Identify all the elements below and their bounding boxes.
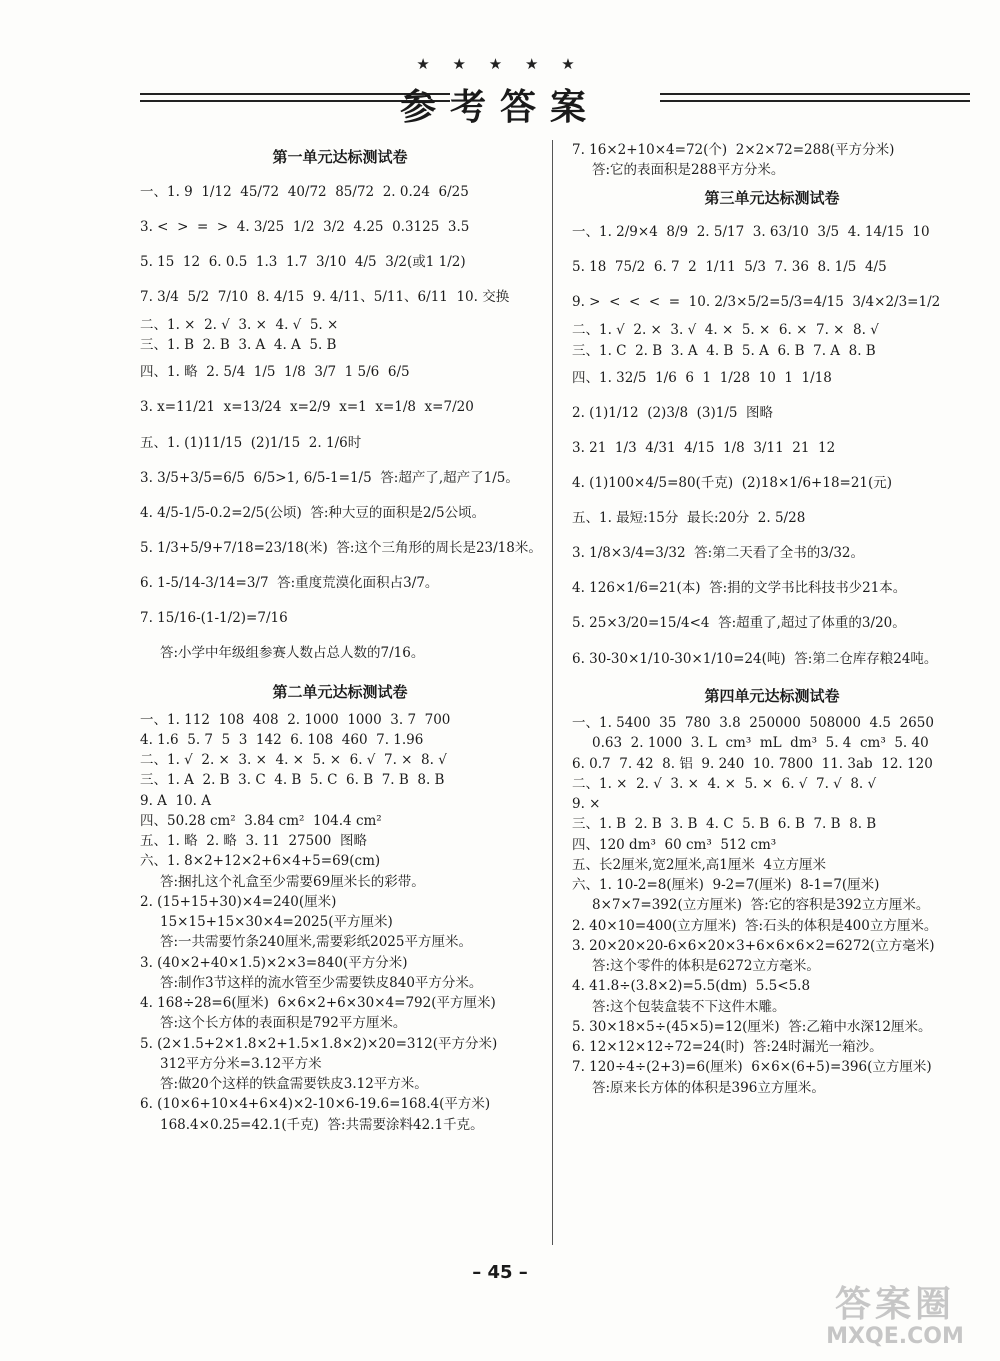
- answer-line: 7. 15/16-(1-1/2)=7/16: [140, 610, 288, 627]
- answer-line: 6. (10×6+10×4+6×4)×2-10×6-19.6=168.4(平方米): [140, 1096, 491, 1113]
- answer-line: 答:原来长方体的体积是396立方厘米。: [592, 1079, 825, 1096]
- answer-line: 5. 25×3/20=15/4<4 答:超重了,超过了体重的3/20。: [572, 615, 906, 632]
- answer-line: 一、1. 2/9×4 8/9 2. 5/17 3. 63/10 3/5 4. 14/15 10: [572, 224, 930, 240]
- answer-line: 7. 3/4 5/2 7/10 8. 4/15 9. 4/11、5/11、6/11 10. 交换: [140, 288, 510, 305]
- answer-line: 三、1. C 2. B 3. A 4. B 5. A 6. B 7. A 8. B: [572, 342, 876, 359]
- answer-line: 8×7×7=392(立方厘米) 答:它的容积是392立方厘米。: [592, 897, 930, 914]
- answer-line: 答:一共需要竹条240厘米,需要彩纸2025平方厘米。: [160, 934, 472, 951]
- section-title-unit-4: 第四单元达标测试卷: [704, 686, 840, 705]
- answer-line: 六、1. 10-2=8(厘米) 9-2=7(厘米) 8-1=7(厘米): [572, 877, 880, 894]
- answer-line: 二、1. × 2. √ 3. × 4. √ 5. ×: [140, 316, 339, 333]
- answer-line: 3. (40×2+40×1.5)×2×3=840(平方分米): [140, 954, 408, 971]
- answer-line: 二、1. × 2. √ 3. × 4. × 5. × 6. √ 7. √ 8. √: [572, 775, 877, 792]
- answer-line: 四、50.28 cm² 3.84 cm² 104.4 cm²: [140, 812, 382, 829]
- watermark-url: MXQE.COM: [826, 1324, 964, 1349]
- answer-line: 2. 40×10=400(立方厘米) 答:石头的体积是400立方厘米。: [572, 917, 938, 934]
- answer-line: 答:这个零件的体积是6272立方毫米。: [592, 958, 820, 975]
- answer-line: 答:制作3节这样的流水管至少需要铁皮840平方分米。: [160, 974, 483, 991]
- unit-3-answers: [572, 215, 972, 677]
- answer-line: 6. 1-5/14-3/14=3/7 答:重度荒漠化面积占3/7。: [140, 574, 439, 591]
- answer-line: 3. 20×20×20-6×6×20×3+6×6×6×2=6272(立方毫米): [572, 937, 935, 954]
- answer-line: 二、1. √ 2. × 3. √ 4. × 5. × 6. × 7. × 8. √: [572, 322, 879, 339]
- unit-2-continued: [572, 140, 972, 181]
- answer-line: 三、1. A 2. B 3. C 4. B 5. C 6. B 7. B 8. B: [140, 772, 445, 789]
- answer-line: 4. 168÷28=6(厘米) 6×6×2+6×30×4=792(平方厘米): [140, 995, 496, 1012]
- answer-line: 四、1. 略 2. 5/4 1/5 1/8 3/7 1 5/6 6/5: [140, 364, 410, 381]
- answer-line: 5. 30×18×5÷(45×5)=12(厘米) 答:乙箱中水深12厘米。: [572, 1018, 932, 1035]
- answer-line: 4. 41.8÷(3.8×2)=5.5(dm) 5.5<5.8: [572, 978, 811, 995]
- answer-line: 答:做20个这样的铁盒需要铁皮3.12平方米。: [160, 1076, 428, 1093]
- unit-1-answers: [140, 175, 540, 672]
- answer-line: 312平方分米=3.12平方米: [160, 1055, 322, 1072]
- answer-line: 五、1. 略 2. 略 3. 11 27500 图略: [140, 833, 367, 850]
- column-divider: [552, 140, 553, 1245]
- answer-line: 四、120 dm³ 60 cm³ 512 cm³: [572, 836, 777, 853]
- unit-4-answers: [572, 713, 972, 1098]
- page-title: 参考答案: [399, 87, 600, 128]
- page-number: – 45 –: [472, 1262, 528, 1283]
- answer-line: 6. 0.7 7. 42 8. 铝 9. 240 10. 7800 11. 3ab 12. 120: [572, 755, 933, 772]
- answer-line: 五、1. 最短:15分 最长:20分 2. 5/28: [572, 510, 806, 527]
- unit-2-answers: [140, 710, 540, 1135]
- answer-line: 五、长2厘米,宽2厘米,高1厘米 4立方厘米: [572, 856, 827, 873]
- answer-line: 15×15+15×30×4=2025(平方厘米): [160, 914, 393, 931]
- answer-line: 答:它的表面积是288平方分米。: [592, 162, 785, 179]
- answer-line: 6. 30-30×1/10-30×1/10=24(吨) 答:第二仓库存粮24吨。: [572, 650, 938, 667]
- answer-line: 0.63 2. 1000 3. L cm³ mL dm³ 5. 4 cm³ 5. 40: [592, 735, 929, 752]
- page-header: [0, 55, 1000, 128]
- answer-line: 7. 120÷4÷(2+3)=6(厘米) 6×6×(6+5)=396(立方厘米): [572, 1059, 932, 1076]
- answer-line: 3. x=11/21 x=13/24 x=2/9 x=1 x=1/8 x=7/20: [140, 399, 474, 416]
- answer-line: 3. 3/5+3/5=6/5 6/5>1, 6/5-1=1/5 答:超产了,超产了1/5。: [140, 469, 519, 486]
- answer-line: 3. 1/8×3/4=3/32 答:第二天看了全书的3/32。: [572, 545, 865, 562]
- answer-line: 3. < > = > 4. 3/25 1/2 3/2 4.25 0.3125 3.5: [140, 218, 470, 235]
- answer-line: 答:捆扎这个礼盒至少需要69厘米长的彩带。: [160, 873, 425, 890]
- answer-line: 三、1. B 2. B 3. B 4. C 5. B 6. B 7. B 8. B: [572, 816, 877, 833]
- decorative-stars: ★ ★ ★ ★ ★: [416, 55, 584, 73]
- answer-line: 六、1. 8×2+12×2+6×4+5=69(cm): [140, 853, 381, 870]
- answer-line: 5. (2×1.5+2×1.8×2+1.5×1.8×2)×20=312(平方分米): [140, 1035, 498, 1052]
- answer-line: 9. ×: [572, 796, 601, 813]
- answer-line: 四、1. 32/5 1/6 6 1 1/28 10 1 1/18: [572, 369, 832, 386]
- answer-line: 5. 15 12 6. 0.5 1.3 1.7 3/10 4/5 3/2(或1 1/2): [140, 253, 466, 270]
- section-title-unit-1: 第一单元达标测试卷: [272, 148, 408, 166]
- answer-line: 五、1. (1)11/15 (2)1/15 2. 1/6时: [140, 434, 362, 451]
- answer-line: 2. (1)1/12 (2)3/8 (3)1/5 图略: [572, 404, 774, 421]
- answer-line: 一、1. 9 1/12 45/72 40/72 85/72 2. 0.24 6/25: [140, 183, 469, 200]
- answer-line: 4. (1)100×4/5=80(千克) (2)18×1/6+18=21(元): [572, 475, 893, 492]
- answer-line: 一、1. 5400 35 780 3.8 250000 508000 4.5 2650: [572, 715, 934, 732]
- left-column: [140, 140, 540, 1135]
- answer-line: 三、1. B 2. B 3. A 4. A 5. B: [140, 337, 337, 354]
- answer-line: 4. 4/5-1/5-0.2=2/5(公顷) 答:种大豆的面积是2/5公顷。: [140, 504, 486, 521]
- answer-line: 9. > < < < = 10. 2/3×5/2=5/3=4/15 3/4×2/3=1/2: [572, 294, 941, 311]
- answer-line: 4. 1.6 5. 7 5 3 142 6. 108 460 7. 1.96: [140, 731, 424, 748]
- section-title-unit-3: 第三单元达标测试卷: [704, 188, 840, 207]
- section-title-unit-2: 第二单元达标测试卷: [272, 683, 408, 702]
- answer-line: 2. (15+15+30)×4=240(厘米): [140, 893, 337, 910]
- answer-line: 答:小学中年级组参赛人数占总人数的7/16。: [160, 645, 425, 662]
- answer-line: 5. 1/3+5/9+7/18=23/18(米) 答:这个三角形的周长是23/18米。: [140, 539, 542, 556]
- answer-line: 答:这个包装盒装不下这件木雕。: [592, 998, 786, 1015]
- answer-line: 3. 21 1/3 4/31 4/15 1/8 3/11 21 12: [572, 439, 836, 456]
- answer-line: 9. A 10. A: [140, 792, 212, 809]
- watermark-text: 答案圈: [834, 1284, 955, 1325]
- title-rule-right: [660, 93, 970, 102]
- answer-line: 一、1. 112 108 408 2. 1000 1000 3. 7 700: [140, 711, 451, 728]
- answer-line: 5. 18 75/2 6. 7 2 1/11 5/3 7. 36 8. 1/5 4/5: [572, 259, 887, 276]
- answer-line: 4. 126×1/6=21(本) 答:捐的文学书比科技书少21本。: [572, 580, 907, 597]
- answer-line: 6. 12×12×12÷72=24(时) 答:24时漏光一箱沙。: [572, 1039, 883, 1056]
- answer-line: 168.4×0.25=42.1(千克) 答:共需要涂料42.1千克。: [160, 1116, 484, 1133]
- watermark-logo: [800, 1285, 990, 1355]
- answer-line: 答:这个长方体的表面积是792平方厘米。: [160, 1015, 407, 1032]
- answer-line: 7. 16×2+10×4=72(个) 2×2×72=288(平方分米): [572, 142, 895, 158]
- answer-line: 二、1. √ 2. × 3. × 4. × 5. × 6. √ 7. × 8. √: [140, 752, 447, 769]
- right-column: [572, 140, 972, 1098]
